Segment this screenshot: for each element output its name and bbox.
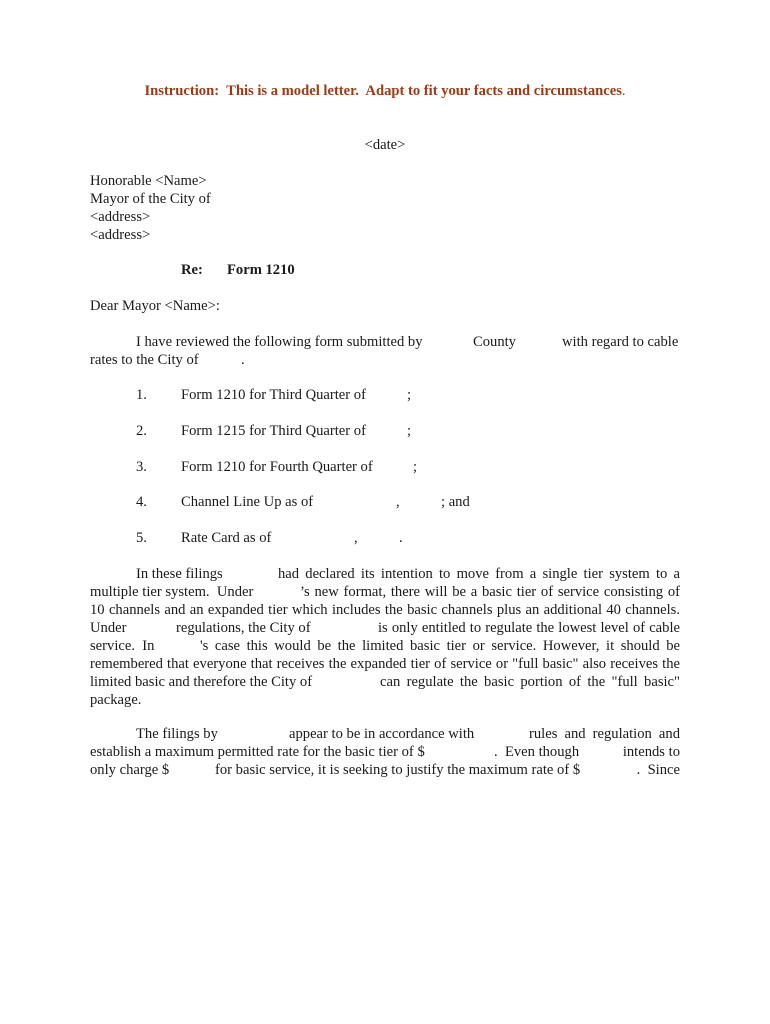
intro-line1-a: I have reviewed the following form submitted by — [136, 334, 423, 350]
list-item-mid: , — [396, 494, 400, 510]
list-item-mid: , — [354, 530, 358, 546]
intro-line2: rates to the City of — [90, 352, 199, 368]
para2-line2-b: . Even though — [494, 744, 580, 760]
recipient-title: Mayor of the City of — [90, 191, 211, 207]
instruction-period: . — [621, 83, 626, 99]
para2-line1-a: The filings by — [136, 726, 218, 742]
para1-line6: remembered that everyone that receives the expanded tier of service or "full basic" also receives the — [90, 656, 680, 672]
para1-line7-b: can regulate the basic portion of the "full basic" — [380, 674, 680, 690]
list-item-end: ; — [413, 459, 418, 475]
para1-line4-b: regulations, the City of — [176, 620, 311, 636]
salutation: Dear Mayor <Name>: — [90, 298, 220, 314]
recipient-address-2: <address> — [90, 227, 151, 243]
intro-line2-end: . — [241, 352, 245, 368]
para1-line2-a: multiple tier system. Under — [90, 584, 254, 600]
list-item-text: Channel Line Up as of — [181, 494, 314, 510]
para1-line8: package. — [90, 692, 142, 708]
para1-line5-b: 's case this would be the limited basic tier or service. However, it should be — [200, 638, 680, 654]
para1-line5-a: service. In — [90, 638, 155, 654]
list-number: 1. — [136, 387, 147, 403]
instruction-text: Instruction: This is a model letter. Adapt to fit your facts and circumstances — [144, 83, 622, 99]
recipient-name: Honorable <Name> — [90, 173, 207, 189]
para1-line7-a: limited basic and therefore the City of — [90, 674, 313, 690]
list-item-text: Form 1210 for Fourth Quarter of — [181, 459, 373, 475]
list-number: 5. — [136, 530, 147, 546]
re-subject: Form 1210 — [227, 262, 295, 278]
intro-line1-b: County — [473, 334, 516, 350]
para2-line3-b: for basic service, it is seeking to justify the maximum rate of $ — [215, 762, 581, 778]
recipient-address-1: <address> — [90, 209, 151, 225]
instruction-note — [0, 82, 770, 100]
para1-line1-b: had declared its intention to move from a single tier system to a — [278, 566, 680, 582]
re-label: Re: — [181, 262, 203, 278]
para2-line1-c: rules and regulation and — [529, 726, 680, 742]
para1-line4-c: is only entitled to regulate the lowest level of cable — [378, 620, 680, 636]
list-number: 2. — [136, 423, 147, 439]
para2-line2-a: establish a maximum permitted rate for the basic tier of $ — [90, 744, 425, 760]
list-item-end: . — [399, 530, 403, 546]
para2-line1-b: appear to be in accordance with — [289, 726, 475, 742]
list-number: 4. — [136, 494, 147, 510]
list-item-text: Rate Card as of — [181, 530, 272, 546]
list-number: 3. — [136, 459, 147, 475]
para2-line3-c: . Since — [636, 762, 680, 778]
intro-line1-c: with regard to cable — [562, 334, 679, 350]
list-item-end: ; — [407, 423, 412, 439]
list-item-text: Form 1210 for Third Quarter of — [181, 387, 366, 403]
list-item-text: Form 1215 for Third Quarter of — [181, 423, 366, 439]
list-item-end: ; — [407, 387, 412, 403]
para2-line2-c: intends to — [622, 744, 680, 760]
para1-line2-b: ’s new format, there will be a basic tier of service consisting of — [300, 584, 680, 600]
para2-line3-a: only charge $ — [90, 762, 170, 778]
para1-line4-a: Under — [90, 620, 127, 636]
para1-line3: 10 channels and an expanded tier which includes the basic channels plus an additional 40 channels. — [90, 602, 680, 618]
date-placeholder: <date> — [364, 137, 406, 153]
para1-line1-a: In these filings — [136, 566, 223, 582]
list-item-end: ; and — [441, 494, 470, 510]
